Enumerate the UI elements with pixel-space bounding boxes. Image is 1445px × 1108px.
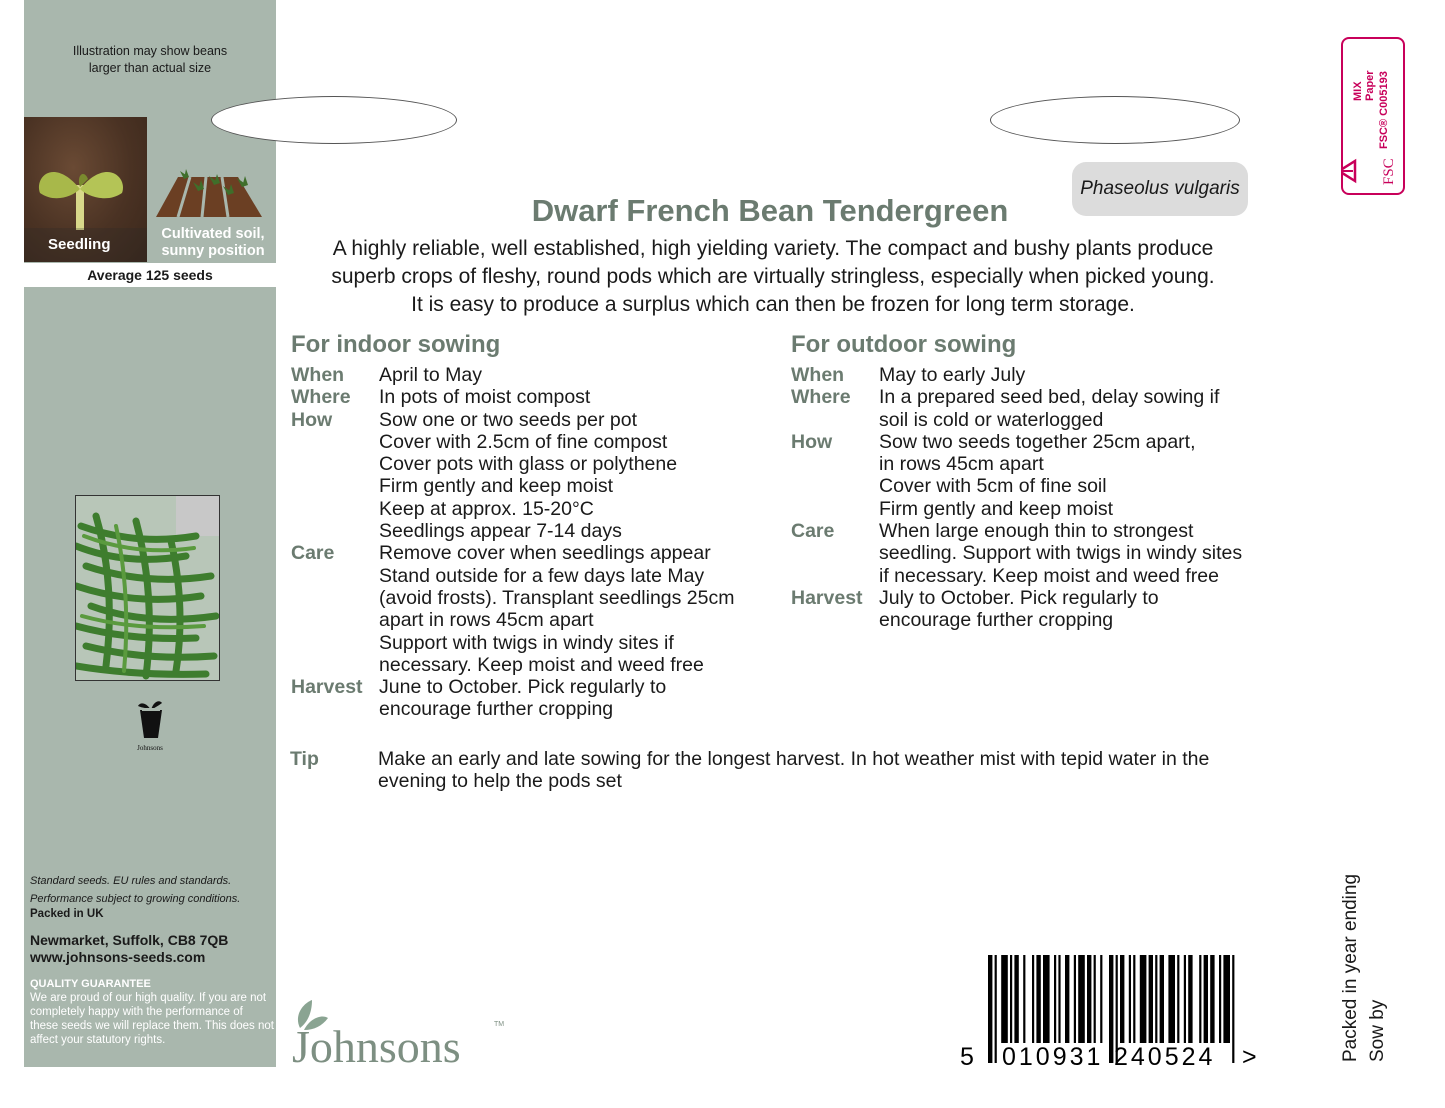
illustration-note [24, 43, 276, 77]
instruction-row [791, 409, 1291, 431]
instruction-row [791, 386, 1291, 408]
standards-disclaimer [30, 872, 270, 908]
description-line: superb crops of fleshy, round pods which are virtually stringless, especially when picked young. [331, 265, 1215, 288]
soil-label-line: sunny position [161, 243, 265, 259]
barcode-bar [1078, 955, 1085, 1043]
instruction-row [291, 676, 781, 698]
barcode-bar [1074, 955, 1076, 1043]
instruction-text: April to May [379, 364, 482, 386]
instruction-row [791, 587, 1291, 609]
instruction-row [291, 565, 781, 587]
instruction-text: Stand outside for a few days late May [379, 564, 705, 587]
instruction-text: if necessary. Keep moist and weed free [879, 564, 1219, 587]
indoor-sowing-heading: For indoor sowing [291, 331, 501, 358]
barcode-bar [1210, 955, 1214, 1043]
instruction-text: encourage further cropping [879, 609, 1114, 632]
instruction-label: How [291, 408, 333, 431]
instruction-text: Firm gently and keep moist [879, 497, 1114, 520]
instruction-label [291, 475, 379, 497]
instruction-label: Where [791, 386, 851, 409]
barcode-bar [1109, 955, 1113, 1063]
instruction-text: encourage further cropping [379, 698, 614, 721]
svg-text:Paper: Paper [1364, 70, 1376, 101]
instruction-label: Where [291, 386, 351, 409]
instruction-label: When [291, 364, 345, 386]
johnsons-logo [288, 990, 508, 1070]
instruction-label: When [791, 364, 845, 386]
instruction-row [291, 520, 781, 542]
svg-text:TM: TM [494, 1021, 505, 1028]
instruction-text: (avoid frosts). Transplant seedlings 25cm [379, 586, 735, 609]
instruction-label [791, 609, 879, 631]
description-line: It is easy to produce a surplus which can then be frozen for long term storage. [411, 293, 1135, 316]
average-seeds: Average 125 seeds [24, 263, 276, 287]
instruction-text: Remove cover when seedlings appear [379, 542, 711, 565]
instruction-label [791, 542, 879, 564]
instruction-text: Sow one or two seeds per pot [379, 408, 637, 431]
instruction-text: Cover with 2.5cm of fine compost [379, 430, 668, 453]
product-title: Dwarf French Bean Tendergreen [531, 193, 1009, 228]
company-address [30, 932, 228, 966]
barcode-bar [1120, 955, 1124, 1043]
instruction-text: May to early July [879, 364, 1026, 386]
instruction-text: June to October. Pick regularly to [379, 676, 667, 699]
instruction-text: July to October. Pick regularly to [879, 586, 1159, 609]
svg-text:FSC: FSC [1381, 158, 1397, 185]
barcode-bar [1032, 955, 1034, 1043]
instruction-label [791, 498, 879, 520]
instruction-row [791, 565, 1291, 587]
disclaimer-line: Standard seeds. EU rules and standards. [30, 875, 232, 887]
barcode-bar [1094, 955, 1096, 1043]
barcode-bar [1054, 955, 1056, 1043]
barcode-bar [1065, 955, 1069, 1043]
svg-text:MIX: MIX [1352, 81, 1364, 101]
instruction-row [791, 498, 1291, 520]
barcode-bar [1036, 955, 1040, 1043]
instruction-text: Firm gently and keep moist [379, 475, 614, 498]
growing-tip [290, 748, 1270, 793]
instruction-text: When large enough thin to strongest [879, 520, 1194, 543]
barcode-bar [1232, 955, 1234, 1063]
instruction-row [791, 475, 1291, 497]
instruction-text: Support with twigs in windy sites if [379, 631, 674, 654]
instruction-label [791, 453, 879, 475]
barcode-digits: 240524 [1114, 1043, 1216, 1070]
illustration-note-line: Illustration may show beans [72, 44, 228, 58]
instruction-label [291, 587, 379, 609]
soil-label-line: Cultivated soil, [161, 226, 265, 242]
instruction-label [791, 409, 879, 431]
barcode-bar [1058, 955, 1060, 1043]
barcode-digits: 010931 [1002, 1043, 1104, 1070]
barcode-bar [1100, 955, 1102, 1043]
barcode-bar [1140, 955, 1147, 1043]
instruction-label [791, 565, 879, 587]
barcode-bar [1188, 955, 1192, 1043]
barcode-digits: 5 [960, 1043, 977, 1070]
instruction-label: Harvest [791, 586, 863, 609]
johnsons-pot-logo-icon [128, 700, 172, 756]
barcode-bar [1014, 955, 1018, 1043]
instruction-text: Cover with 5cm of fine soil [879, 475, 1107, 498]
barcode-bar [1160, 955, 1164, 1043]
instruction-row [291, 475, 781, 497]
instruction-text: necessary. Keep moist and weed free [379, 653, 704, 676]
outdoor-sowing-heading: For outdoor sowing [791, 331, 1017, 358]
instruction-row [791, 520, 1291, 542]
instruction-label [291, 632, 379, 654]
soil-label [150, 226, 276, 260]
instruction-row [791, 609, 1291, 631]
packed-year-label: Packed in year ending [1340, 873, 1361, 1062]
barcode-bar [1204, 955, 1208, 1043]
instruction-label [291, 609, 379, 631]
barcode-bar [1149, 955, 1153, 1043]
barcode-bar [1133, 955, 1135, 1043]
barcode [958, 955, 1258, 1070]
svg-text:Johnsons: Johnsons [137, 744, 163, 752]
barcode-bar [1223, 955, 1230, 1043]
instruction-text: In pots of moist compost [379, 386, 591, 409]
barcode-bar [1155, 955, 1157, 1043]
instruction-row [291, 654, 781, 676]
instruction-text: in rows 45cm apart [879, 453, 1044, 476]
instruction-row [291, 431, 781, 453]
address-line: Newmarket, Suffolk, CB8 7QB [30, 932, 229, 948]
instruction-label [291, 654, 379, 676]
instruction-label [791, 475, 879, 497]
seedling-label: Seedling [24, 228, 147, 262]
website-link: www.johnsons-seeds.com [30, 949, 206, 965]
barcode-bar [1199, 955, 1201, 1043]
instruction-text: In a prepared seed bed, delay sowing if [879, 386, 1220, 409]
instruction-label [291, 698, 379, 720]
sow-by-label: Sow by [1367, 999, 1388, 1062]
instruction-row [291, 409, 781, 431]
instruction-row [791, 453, 1291, 475]
barcode-bar [1177, 955, 1179, 1043]
instruction-row [291, 698, 781, 720]
disclaimer-line: Performance subject to growing conditions. [30, 893, 241, 905]
instruction-label [291, 498, 379, 520]
instruction-row [791, 364, 1291, 386]
instruction-row [291, 609, 781, 631]
description-line: A highly reliable, well established, high yielding variety. The compact and bushy plants produce [332, 237, 1214, 260]
instruction-label: How [791, 430, 833, 453]
barcode-digits: > [1242, 1043, 1258, 1070]
instruction-text: Keep at approx. 15-20°C [379, 497, 594, 520]
instruction-row [791, 542, 1291, 564]
svg-text:FSC® C005193: FSC® C005193 [1378, 71, 1390, 149]
tip-label: Tip [290, 748, 319, 770]
illustration-note-line: larger than actual size [88, 61, 212, 75]
instruction-row [291, 386, 781, 408]
instruction-label [291, 520, 379, 542]
indoor-sowing-instructions [291, 364, 781, 721]
product-description [288, 235, 1258, 319]
fsc-certification-badge [1341, 37, 1405, 195]
instruction-row [291, 542, 781, 564]
instruction-text: apart in rows 45cm apart [379, 609, 594, 632]
instruction-label: Harvest [291, 676, 363, 699]
barcode-bar [1087, 955, 1091, 1043]
barcode-bar [1219, 955, 1221, 1043]
instruction-label: Care [791, 520, 835, 543]
instruction-row [291, 632, 781, 654]
quality-guarantee-text: We are proud of our high quality. If you are not completely happy with the performance of these seeds we will replace them. This does not affect your statutory rights. [30, 992, 274, 1046]
packed-in-uk: Packed in UK [30, 908, 104, 920]
instruction-label [291, 453, 379, 475]
quality-guarantee-title: QUALITY GUARANTEE [30, 978, 151, 990]
instruction-text: seedling. Support with twigs in windy sites [879, 542, 1243, 565]
instruction-row [291, 453, 781, 475]
instruction-label [291, 431, 379, 453]
instruction-row [291, 587, 781, 609]
svg-text:Johnsons: Johnsons [292, 1021, 461, 1070]
barcode-bar [988, 955, 992, 1063]
barcode-bar [1043, 955, 1050, 1043]
barcode-bar [1184, 955, 1186, 1043]
outdoor-sowing-instructions [791, 364, 1291, 632]
barcode-bar [1023, 955, 1025, 1043]
instruction-row [291, 364, 781, 386]
barcode-bar [1168, 955, 1175, 1043]
barcode-bar [995, 955, 997, 1063]
barcode-bar [1129, 955, 1131, 1043]
instruction-text: Seedlings appear 7-14 days [379, 520, 622, 543]
hang-hole-left [211, 96, 457, 144]
instruction-label [291, 565, 379, 587]
instruction-text: Cover pots with glass or polythene [379, 453, 678, 476]
instruction-row [291, 498, 781, 520]
barcode-bar [1001, 955, 1008, 1043]
latin-name-badge: Phaseolus vulgaris [1072, 162, 1248, 216]
instruction-text: Sow two seeds together 25cm apart, [879, 430, 1196, 453]
instruction-label: Care [291, 542, 335, 565]
instruction-row [791, 431, 1291, 453]
hang-hole-right [990, 96, 1240, 144]
tip-text: Make an early and late sowing for the longest harvest. In hot weather mist with tepid water in the evening to help the pods set [378, 748, 1210, 793]
barcode-bar [1010, 955, 1012, 1043]
instruction-text: soil is cold or waterlogged [879, 408, 1104, 431]
bean-photo [75, 495, 220, 681]
